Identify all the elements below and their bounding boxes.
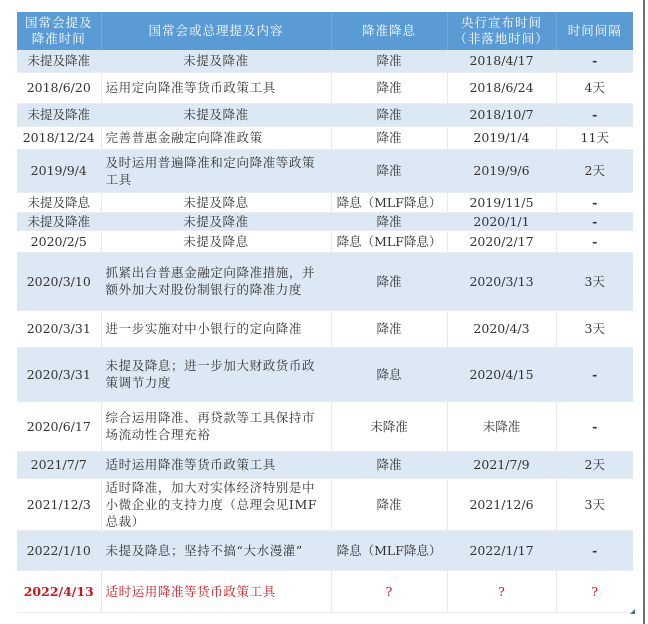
cell-cut-type: 降准 xyxy=(331,126,447,149)
cell-cut-type: 降准 xyxy=(331,212,447,230)
cell-cut-type: 未降准 xyxy=(331,401,447,451)
cell-pboc-announce-date: 2019/9/6 xyxy=(447,149,556,192)
cell-mention-content: 未提及降准 xyxy=(101,103,331,126)
cell-mention-content: 未提及降息 xyxy=(101,192,331,212)
cell-pboc-announce-date: 2020/2/17 xyxy=(447,230,556,252)
cell-time-gap: - xyxy=(556,192,633,212)
cell-cut-type: 降息 xyxy=(331,347,447,401)
cell-state-council-date: 未提及降准 xyxy=(17,50,101,72)
table-row xyxy=(17,212,633,230)
cell-state-council-date: 2020/3/31 xyxy=(17,310,101,347)
cell-pboc-announce-date: 2018/4/17 xyxy=(447,50,556,72)
cell-state-council-date: 2019/9/4 xyxy=(17,149,101,192)
cell-state-council-date: 2021/7/7 xyxy=(17,451,101,478)
cell-mention-content: 未提及降息；坚持不搞“大水漫灌” xyxy=(101,530,331,570)
header-cut-type: 降准降息 xyxy=(331,12,447,50)
cell-time-gap: - xyxy=(556,230,633,252)
cell-mention-content: 进一步实施对中小银行的定向降准 xyxy=(101,310,331,347)
cell-time-gap: - xyxy=(556,347,633,401)
header-pboc-announce-date: 央行宣布时间（非落地时间） xyxy=(447,12,556,50)
cell-state-council-date: 2021/12/3 xyxy=(17,478,101,530)
cell-state-council-date: 2020/3/31 xyxy=(17,347,101,401)
cell-mention-content: 未提及降息 xyxy=(101,230,331,252)
cell-pboc-announce-date: 2018/6/24 xyxy=(447,72,556,103)
cell-state-council-date: 2022/4/13 xyxy=(17,570,101,612)
cell-pboc-announce-date: 2018/10/7 xyxy=(447,103,556,126)
cell-pboc-announce-date: 2022/1/17 xyxy=(447,530,556,570)
cell-cut-type: ? xyxy=(331,570,447,612)
cell-state-council-date: 未提及降息 xyxy=(17,192,101,212)
cell-mention-content: 完善普惠金融定向降准政策 xyxy=(101,126,331,149)
header-time-gap: 时间间隔 xyxy=(556,12,633,50)
cell-mention-content: 适时降准，加大对实体经济特别是中小微企业的支持力度（总理会见IMF总裁） xyxy=(101,478,331,530)
cell-mention-content: 适时运用降准等货币政策工具 xyxy=(101,570,331,612)
table-body xyxy=(17,50,633,612)
cell-cut-type: 降准 xyxy=(331,103,447,126)
table-row xyxy=(17,451,633,478)
cell-state-council-date: 2018/12/24 xyxy=(17,126,101,149)
cell-time-gap: 4天 xyxy=(556,72,633,103)
cell-time-gap: 2天 xyxy=(556,149,633,192)
table-row xyxy=(17,252,633,310)
cell-state-council-date: 未提及降准 xyxy=(17,103,101,126)
cell-cut-type: 降准 xyxy=(331,252,447,310)
header-mention-content: 国常会或总理提及内容 xyxy=(101,12,331,50)
cell-time-gap: - xyxy=(556,530,633,570)
cell-time-gap: 3天 xyxy=(556,478,633,530)
cell-cut-type: 降息（MLF降息） xyxy=(331,230,447,252)
cell-time-gap: - xyxy=(556,401,633,451)
cell-cut-type: 降准 xyxy=(331,478,447,530)
cell-cut-type: 降准 xyxy=(331,50,447,72)
cell-pboc-announce-date: 2019/1/4 xyxy=(447,126,556,149)
table-row xyxy=(17,347,633,401)
cell-cut-type: 降准 xyxy=(331,72,447,103)
cell-cut-type: 降准 xyxy=(331,310,447,347)
cell-time-gap: 3天 xyxy=(556,252,633,310)
cell-mention-content: 及时运用普遍降准和定向降准等政策工具 xyxy=(101,149,331,192)
table-row xyxy=(17,149,633,192)
cell-mention-content: 未提及降准 xyxy=(101,212,331,230)
cell-cut-type: 降准 xyxy=(331,149,447,192)
cell-pboc-announce-date: 未降准 xyxy=(447,401,556,451)
cell-state-council-date: 2020/2/5 xyxy=(17,230,101,252)
table-row xyxy=(17,126,633,149)
cell-pboc-announce-date: 2020/4/3 xyxy=(447,310,556,347)
cell-state-council-date: 2020/6/17 xyxy=(17,401,101,451)
cell-state-council-date: 2022/1/10 xyxy=(17,530,101,570)
cell-pboc-announce-date: 2019/11/5 xyxy=(447,192,556,212)
cell-pboc-announce-date: 2020/3/13 xyxy=(447,252,556,310)
cell-mention-content: 适时运用降准等货币政策工具 xyxy=(101,451,331,478)
header-state-council-date: 国常会提及降准时间 xyxy=(17,12,101,50)
cell-time-gap: - xyxy=(556,212,633,230)
cell-time-gap: 2天 xyxy=(556,451,633,478)
cell-cut-type: 降息（MLF降息） xyxy=(331,530,447,570)
table-row xyxy=(17,72,633,103)
table-row xyxy=(17,401,633,451)
table-row xyxy=(17,192,633,212)
cell-time-gap: 3天 xyxy=(556,310,633,347)
cell-state-council-date: 未提及降准 xyxy=(17,212,101,230)
cell-state-council-date: 2018/6/20 xyxy=(17,72,101,103)
cell-cut-type: 降准 xyxy=(331,451,447,478)
table-row xyxy=(17,103,633,126)
cell-cut-type: 降息（MLF降息） xyxy=(331,192,447,212)
cell-mention-content: 综合运用降准、再贷款等工具保持市场流动性合理充裕 xyxy=(101,401,331,451)
cell-pboc-announce-date: 2021/12/6 xyxy=(447,478,556,530)
rrr-cut-timeline-table xyxy=(17,12,633,613)
table-row xyxy=(17,230,633,252)
table-row xyxy=(17,478,633,530)
table-row xyxy=(17,530,633,570)
cell-time-gap: - xyxy=(556,50,633,72)
cell-time-gap: ? xyxy=(556,570,633,612)
cell-time-gap: 11天 xyxy=(556,126,633,149)
cell-mention-content: 未提及降准 xyxy=(101,50,331,72)
cell-mention-content: 运用定向降准等货币政策工具 xyxy=(101,72,331,103)
cell-pboc-announce-date: ? xyxy=(447,570,556,612)
table-row xyxy=(17,50,633,72)
cell-mention-content: 未提及降息；进一步加大财政货币政策调节力度 xyxy=(101,347,331,401)
table-row xyxy=(17,310,633,347)
cell-state-council-date: 2020/3/10 xyxy=(17,252,101,310)
window-edge-divider xyxy=(643,0,645,624)
cell-pboc-announce-date: 2020/1/1 xyxy=(447,212,556,230)
resize-handle-icon[interactable] xyxy=(630,609,635,614)
table-row xyxy=(17,570,633,612)
cell-time-gap: - xyxy=(556,103,633,126)
cell-pboc-announce-date: 2021/7/9 xyxy=(447,451,556,478)
table-header-row xyxy=(17,12,633,50)
cell-mention-content: 抓紧出台普惠金融定向降准措施，并额外加大对股份制银行的降准力度 xyxy=(101,252,331,310)
cell-pboc-announce-date: 2020/4/15 xyxy=(447,347,556,401)
